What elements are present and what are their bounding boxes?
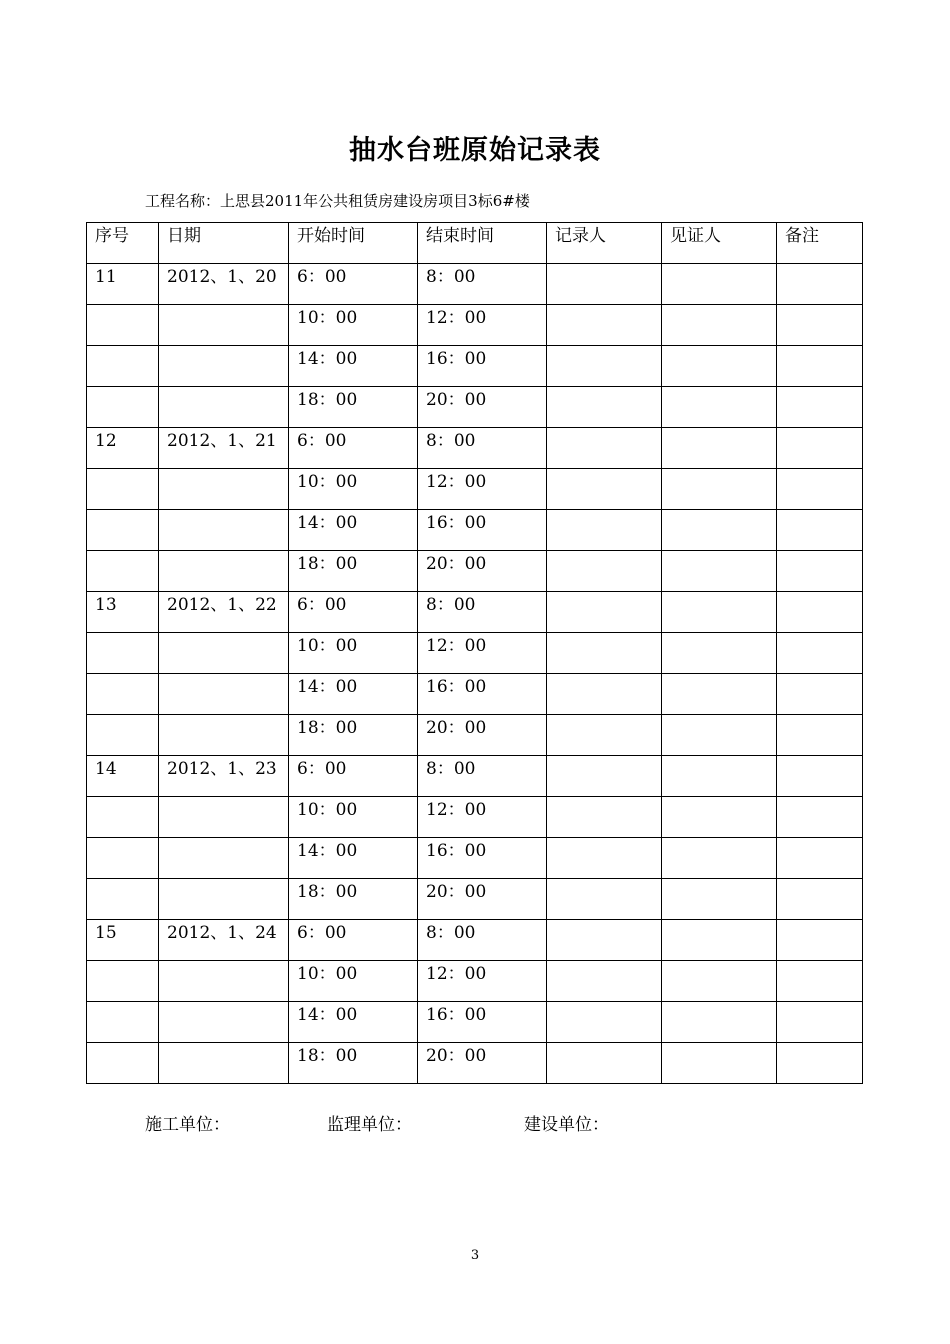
table-cell bbox=[662, 551, 777, 592]
table-cell: 2012、1、24 bbox=[159, 920, 289, 961]
table-cell bbox=[662, 1002, 777, 1043]
table-row bbox=[87, 797, 863, 838]
table-cell bbox=[777, 1043, 863, 1084]
table-cell bbox=[662, 510, 777, 551]
column-header: 见证人 bbox=[662, 223, 777, 264]
table-cell: 18：00 bbox=[289, 387, 418, 428]
table-cell bbox=[547, 592, 662, 633]
table-cell bbox=[547, 346, 662, 387]
table-cell bbox=[777, 469, 863, 510]
table-cell bbox=[777, 674, 863, 715]
table-cell bbox=[777, 633, 863, 674]
table-cell bbox=[547, 879, 662, 920]
table-cell: 10：00 bbox=[289, 305, 418, 346]
table-cell bbox=[662, 674, 777, 715]
table-row bbox=[87, 879, 863, 920]
table-cell bbox=[547, 715, 662, 756]
table-cell: 6：00 bbox=[289, 756, 418, 797]
table-cell bbox=[547, 510, 662, 551]
column-header: 开始时间 bbox=[289, 223, 418, 264]
table-cell bbox=[777, 797, 863, 838]
table-cell bbox=[777, 387, 863, 428]
table-cell bbox=[547, 1043, 662, 1084]
table-row bbox=[87, 674, 863, 715]
column-header: 序号 bbox=[87, 223, 159, 264]
table-cell: 14：00 bbox=[289, 346, 418, 387]
table-cell: 20：00 bbox=[418, 1043, 547, 1084]
table-cell bbox=[87, 469, 159, 510]
table-cell bbox=[547, 387, 662, 428]
table-cell: 6：00 bbox=[289, 920, 418, 961]
table-cell bbox=[777, 838, 863, 879]
column-header: 记录人 bbox=[547, 223, 662, 264]
column-header: 备注 bbox=[777, 223, 863, 264]
table-cell: 8：00 bbox=[418, 592, 547, 633]
table-cell bbox=[777, 920, 863, 961]
table-cell: 2012、1、22 bbox=[159, 592, 289, 633]
table-cell bbox=[159, 305, 289, 346]
footer-construction-unit: 施工单位： bbox=[145, 1115, 230, 1135]
table-row bbox=[87, 961, 863, 1002]
table-row bbox=[87, 469, 863, 510]
table-cell: 14：00 bbox=[289, 510, 418, 551]
table-cell: 18：00 bbox=[289, 715, 418, 756]
table-cell bbox=[159, 387, 289, 428]
table-cell: 20：00 bbox=[418, 879, 547, 920]
table-row bbox=[87, 510, 863, 551]
table-cell: 2012、1、23 bbox=[159, 756, 289, 797]
table-cell: 18：00 bbox=[289, 879, 418, 920]
table-cell: 11 bbox=[87, 264, 159, 305]
table-cell bbox=[547, 838, 662, 879]
table-cell bbox=[662, 387, 777, 428]
table-cell bbox=[87, 715, 159, 756]
table-cell: 14 bbox=[87, 756, 159, 797]
table-cell bbox=[547, 633, 662, 674]
table-row bbox=[87, 551, 863, 592]
table-cell bbox=[662, 633, 777, 674]
table-cell bbox=[87, 387, 159, 428]
table-cell bbox=[777, 510, 863, 551]
table-cell bbox=[777, 551, 863, 592]
table-row bbox=[87, 838, 863, 879]
table-cell: 16：00 bbox=[418, 674, 547, 715]
table-cell bbox=[87, 674, 159, 715]
table-cell: 10：00 bbox=[289, 961, 418, 1002]
table-cell bbox=[547, 961, 662, 1002]
table-cell: 2012、1、21 bbox=[159, 428, 289, 469]
table-cell: 8：00 bbox=[418, 264, 547, 305]
table-cell bbox=[547, 469, 662, 510]
table-cell bbox=[159, 469, 289, 510]
table-cell bbox=[159, 551, 289, 592]
table-cell bbox=[159, 510, 289, 551]
table-cell bbox=[159, 346, 289, 387]
table-cell bbox=[777, 305, 863, 346]
table-cell bbox=[662, 715, 777, 756]
table-cell bbox=[87, 551, 159, 592]
table-cell bbox=[777, 756, 863, 797]
table-cell bbox=[662, 920, 777, 961]
table-cell: 18：00 bbox=[289, 551, 418, 592]
table-cell: 13 bbox=[87, 592, 159, 633]
table-cell bbox=[662, 346, 777, 387]
table-cell bbox=[662, 469, 777, 510]
table-cell bbox=[547, 797, 662, 838]
table-row bbox=[87, 387, 863, 428]
table-cell: 20：00 bbox=[418, 551, 547, 592]
table-cell bbox=[777, 428, 863, 469]
table-cell: 12：00 bbox=[418, 797, 547, 838]
page-number: 3 bbox=[470, 1248, 480, 1263]
table-cell bbox=[777, 961, 863, 1002]
record-table bbox=[86, 222, 863, 1084]
table-cell: 2012、1、20 bbox=[159, 264, 289, 305]
table-cell: 8：00 bbox=[418, 920, 547, 961]
table-cell bbox=[662, 264, 777, 305]
table-cell bbox=[777, 264, 863, 305]
table-cell: 18：00 bbox=[289, 1043, 418, 1084]
table-cell bbox=[662, 797, 777, 838]
table-cell bbox=[87, 1002, 159, 1043]
table-row bbox=[87, 428, 863, 469]
table-cell bbox=[159, 674, 289, 715]
table-cell bbox=[159, 879, 289, 920]
table-row bbox=[87, 715, 863, 756]
table-cell bbox=[662, 305, 777, 346]
table-cell bbox=[662, 592, 777, 633]
table-row bbox=[87, 633, 863, 674]
table-row bbox=[87, 346, 863, 387]
table-cell: 10：00 bbox=[289, 797, 418, 838]
table-cell bbox=[662, 961, 777, 1002]
table-cell bbox=[547, 920, 662, 961]
table-row bbox=[87, 264, 863, 305]
table-cell: 15 bbox=[87, 920, 159, 961]
table-cell bbox=[159, 797, 289, 838]
table-cell: 14：00 bbox=[289, 674, 418, 715]
footer-owner-unit: 建设单位： bbox=[524, 1115, 609, 1135]
table-cell: 8：00 bbox=[418, 428, 547, 469]
table-cell: 6：00 bbox=[289, 428, 418, 469]
table-row bbox=[87, 1002, 863, 1043]
table-cell bbox=[777, 879, 863, 920]
table-cell bbox=[159, 1002, 289, 1043]
table-cell bbox=[777, 715, 863, 756]
table-cell bbox=[87, 1043, 159, 1084]
table-row bbox=[87, 1043, 863, 1084]
table-cell: 6：00 bbox=[289, 264, 418, 305]
table-cell bbox=[159, 961, 289, 1002]
table-cell: 16：00 bbox=[418, 346, 547, 387]
table-cell bbox=[662, 1043, 777, 1084]
table-cell: 16：00 bbox=[418, 1002, 547, 1043]
table-cell bbox=[777, 592, 863, 633]
footer-supervision-unit: 监理单位： bbox=[327, 1115, 412, 1135]
table-row bbox=[87, 756, 863, 797]
table-header-row bbox=[87, 223, 863, 264]
table-cell: 12：00 bbox=[418, 961, 547, 1002]
table-cell: 16：00 bbox=[418, 838, 547, 879]
table-cell bbox=[87, 305, 159, 346]
table-cell bbox=[662, 756, 777, 797]
table-cell bbox=[87, 797, 159, 838]
table-cell: 14：00 bbox=[289, 838, 418, 879]
table-cell: 20：00 bbox=[418, 715, 547, 756]
table-cell: 8：00 bbox=[418, 756, 547, 797]
table-cell: 12 bbox=[87, 428, 159, 469]
table-cell bbox=[159, 1043, 289, 1084]
table-cell: 10：00 bbox=[289, 633, 418, 674]
table-cell bbox=[547, 428, 662, 469]
table-cell bbox=[777, 346, 863, 387]
table-cell: 10：00 bbox=[289, 469, 418, 510]
table-row bbox=[87, 920, 863, 961]
column-header: 日期 bbox=[159, 223, 289, 264]
page-title: 抽水台班原始记录表 bbox=[349, 135, 601, 166]
table-cell bbox=[547, 305, 662, 346]
table-cell bbox=[87, 879, 159, 920]
table-cell bbox=[547, 756, 662, 797]
table-cell bbox=[662, 879, 777, 920]
table-cell bbox=[87, 346, 159, 387]
table-cell: 14：00 bbox=[289, 1002, 418, 1043]
table-cell bbox=[547, 551, 662, 592]
table-cell bbox=[87, 633, 159, 674]
table-cell: 12：00 bbox=[418, 469, 547, 510]
table-cell bbox=[87, 838, 159, 879]
table-cell bbox=[87, 510, 159, 551]
table-cell: 12：00 bbox=[418, 633, 547, 674]
table-cell: 20：00 bbox=[418, 387, 547, 428]
table-cell bbox=[777, 1002, 863, 1043]
project-name: 工程名称：上思县2011年公共租赁房建设房项目3标6#楼 bbox=[145, 192, 530, 210]
table-cell: 12：00 bbox=[418, 305, 547, 346]
table-cell bbox=[547, 1002, 662, 1043]
table-cell: 6：00 bbox=[289, 592, 418, 633]
table-cell bbox=[159, 715, 289, 756]
table-row bbox=[87, 592, 863, 633]
column-header: 结束时间 bbox=[418, 223, 547, 264]
table-cell bbox=[547, 264, 662, 305]
table-cell bbox=[87, 961, 159, 1002]
table-row bbox=[87, 305, 863, 346]
table-cell bbox=[159, 838, 289, 879]
table-cell bbox=[159, 633, 289, 674]
table-cell bbox=[662, 428, 777, 469]
table-cell bbox=[662, 838, 777, 879]
table-cell: 16：00 bbox=[418, 510, 547, 551]
table-cell bbox=[547, 674, 662, 715]
